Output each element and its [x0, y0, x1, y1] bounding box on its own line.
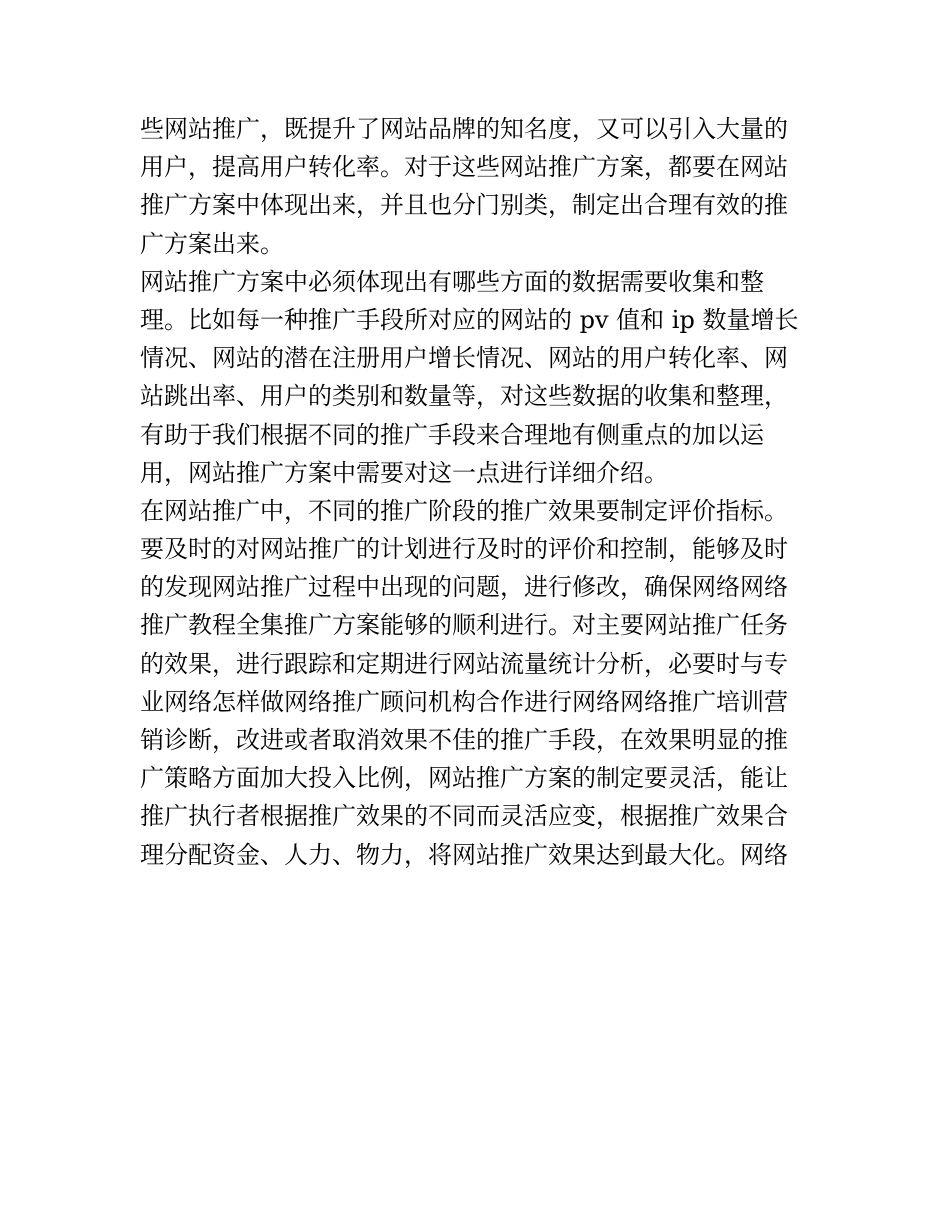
text-line: 广策略方面加大投入比例，网站推广方案的制定要灵活，能让 — [140, 764, 788, 793]
text-line: 站跳出率、用户的类别和数量等，对这些数据的收集和整理， — [140, 382, 788, 411]
text-line: 的效果，进行跟踪和定期进行网站流量统计分析，必要时与专 — [140, 649, 788, 678]
text-line: 用，网站推广方案中需要对这一点进行详细介绍。 — [140, 458, 668, 487]
text-line: 在网站推广中，不同的推广阶段的推广效果要制定评价指标。 — [140, 496, 788, 525]
text-line: 业网络怎样做网络推广顾问机构合作进行网络网络推广培训营 — [140, 687, 788, 716]
text-line: 些网站推广，既提升了网站品牌的知名度，又可以引入大量的 — [140, 115, 788, 143]
text-line: 推广教程全集推广方案能够的顺利进行。对主要网站推广任务 — [140, 611, 788, 640]
text-line: 理。比如每一种推广手段所对应的网站的 pv 值和 ip 数量增长 — [140, 305, 799, 334]
text-line: 推广方案中体现出来，并且也分门别类，制定出合理有效的推 — [140, 191, 788, 220]
text-line: 推广执行者根据推广效果的不同而灵活应变，根据推广效果合 — [140, 802, 788, 831]
text-line: 有助于我们根据不同的推广手段来合理地有侧重点的加以运 — [140, 420, 764, 449]
text-line: 的发现网站推广过程中出现的问题，进行修改，确保网络网络 — [140, 573, 788, 602]
text-line: 网站推广方案中必须体现出有哪些方面的数据需要收集和整 — [140, 267, 764, 296]
text-line: 销诊断，改进或者取消效果不佳的推广手段，在效果明显的推 — [140, 726, 788, 754]
body-text — [140, 110, 820, 874]
text-line: 理分配资金、人力、物力，将网站推广效果达到最大化。网络 — [140, 840, 788, 869]
text-line: 要及时的对网站推广的计划进行及时的评价和控制，能够及时 — [140, 535, 788, 564]
text-line: 用户，提高用户转化率。对于这些网站推广方案，都要在网站 — [140, 153, 788, 182]
text-line: 情况、网站的潜在注册用户增长情况、网站的用户转化率、网 — [140, 344, 788, 373]
text-line: 广方案出来。 — [140, 229, 284, 258]
